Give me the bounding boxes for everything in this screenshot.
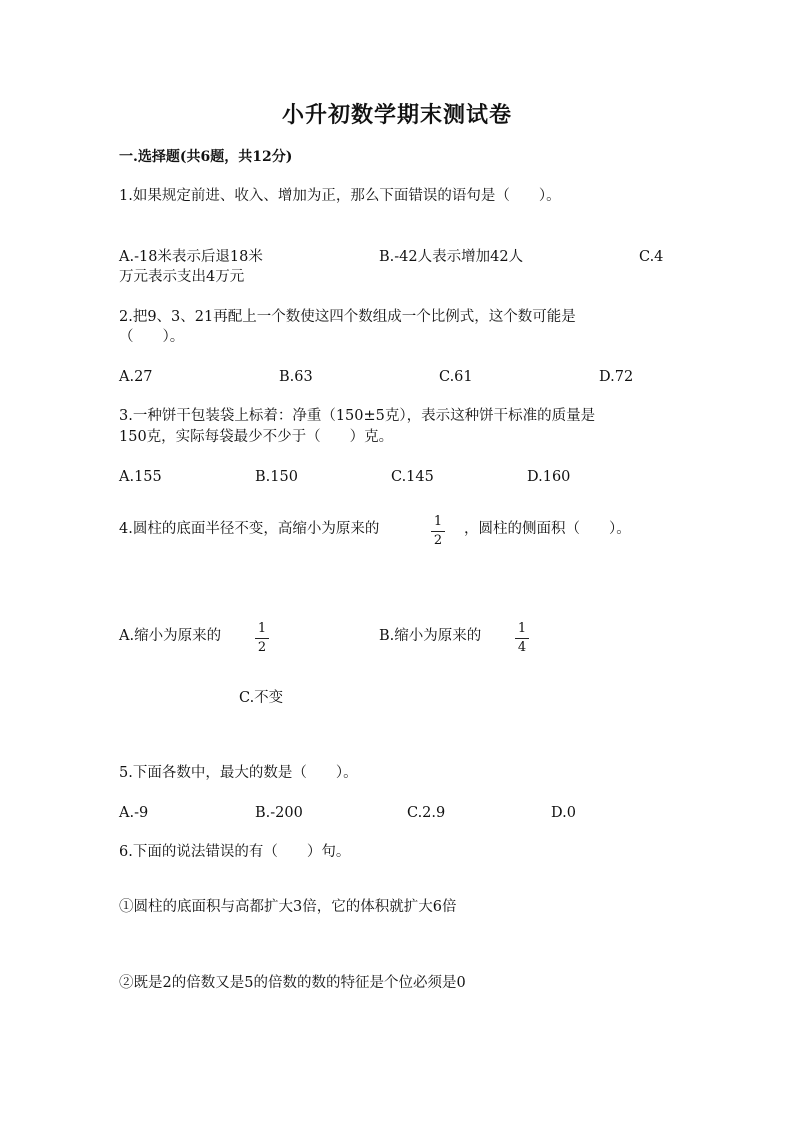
question-5-option-c: C.2.9 (407, 805, 446, 821)
question-3-stem-line1: 3.一种饼干包装袋上标着：净重（150±5克），表示这种饼干标准的质量是 (119, 408, 596, 424)
question-1-stem: 1.如果规定前进、收入、增加为正，那么下面错误的语句是（ ）。 (119, 188, 561, 204)
fraction-bar (431, 531, 445, 532)
fraction-bar (255, 638, 269, 639)
section-heading: 一.选择题(共6题，共12分) (119, 149, 293, 165)
question-2-stem-line1: 2.把9、3、21再配上一个数使这四个数组成一个比例式，这个数可能是 (119, 309, 576, 325)
question-5-option-b: B.-200 (255, 805, 303, 821)
fraction-bar (515, 638, 529, 639)
question-2-stem-line2: （ ）。 (119, 329, 185, 345)
fraction-numerator: 1 (517, 621, 527, 636)
question-1-option-c-continued: 万元表示支出4万元 (119, 269, 245, 285)
question-4-option-b-fraction (514, 622, 530, 655)
question-2-option-c: C.61 (439, 369, 473, 385)
question-1-option-c: C.4 (639, 249, 664, 265)
question-5-stem: 5.下面各数中，最大的数是（ ）。 (119, 765, 358, 781)
question-3-option-b: B.150 (255, 469, 298, 485)
fraction-denominator: 2 (257, 640, 267, 655)
question-5-option-d: D.0 (551, 805, 576, 821)
fraction-numerator: 1 (257, 621, 267, 636)
question-2-option-d: D.72 (599, 369, 634, 385)
question-3-option-a: A.155 (119, 469, 162, 485)
question-2-option-a: A.27 (119, 369, 153, 385)
question-4-stem-end: ，圆柱的侧面积（ ）。 (464, 521, 631, 537)
question-3-option-d: D.160 (527, 469, 571, 485)
question-4-option-c: C.不变 (239, 690, 284, 706)
question-3-option-c: C.145 (391, 469, 434, 485)
question-4-stem-fraction (430, 515, 446, 548)
question-4-option-a-fraction (254, 622, 270, 655)
question-6-stem: 6.下面的说法错误的有（ ）句。 (119, 844, 351, 860)
question-4-option-a: A.缩小为原来的 (119, 628, 222, 644)
fraction-numerator: 1 (433, 514, 443, 529)
question-6-statement-1: ①圆柱的底面积与高都扩大3倍，它的体积就扩大6倍 (119, 899, 457, 915)
question-4-option-b: B.缩小为原来的 (379, 628, 482, 644)
page-title: 小升初数学期末测试卷 (281, 102, 512, 128)
fraction-denominator: 4 (517, 640, 527, 655)
question-5-option-a: A.-9 (119, 805, 149, 821)
question-1-option-a: A.-18米表示后退18米 (119, 249, 263, 265)
fraction-denominator: 2 (433, 533, 443, 548)
question-2-option-b: B.63 (279, 369, 313, 385)
question-1-option-b: B.-42人表示增加42人 (379, 249, 524, 265)
question-3-stem-line2: 150克，实际每袋最少不少于（ ）克。 (119, 429, 394, 445)
question-4-stem-start: 4.圆柱的底面半径不变，高缩小为原来的 (119, 521, 380, 537)
question-6-statement-2: ②既是2的倍数又是5的倍数的数的特征是个位必须是0 (119, 975, 466, 991)
